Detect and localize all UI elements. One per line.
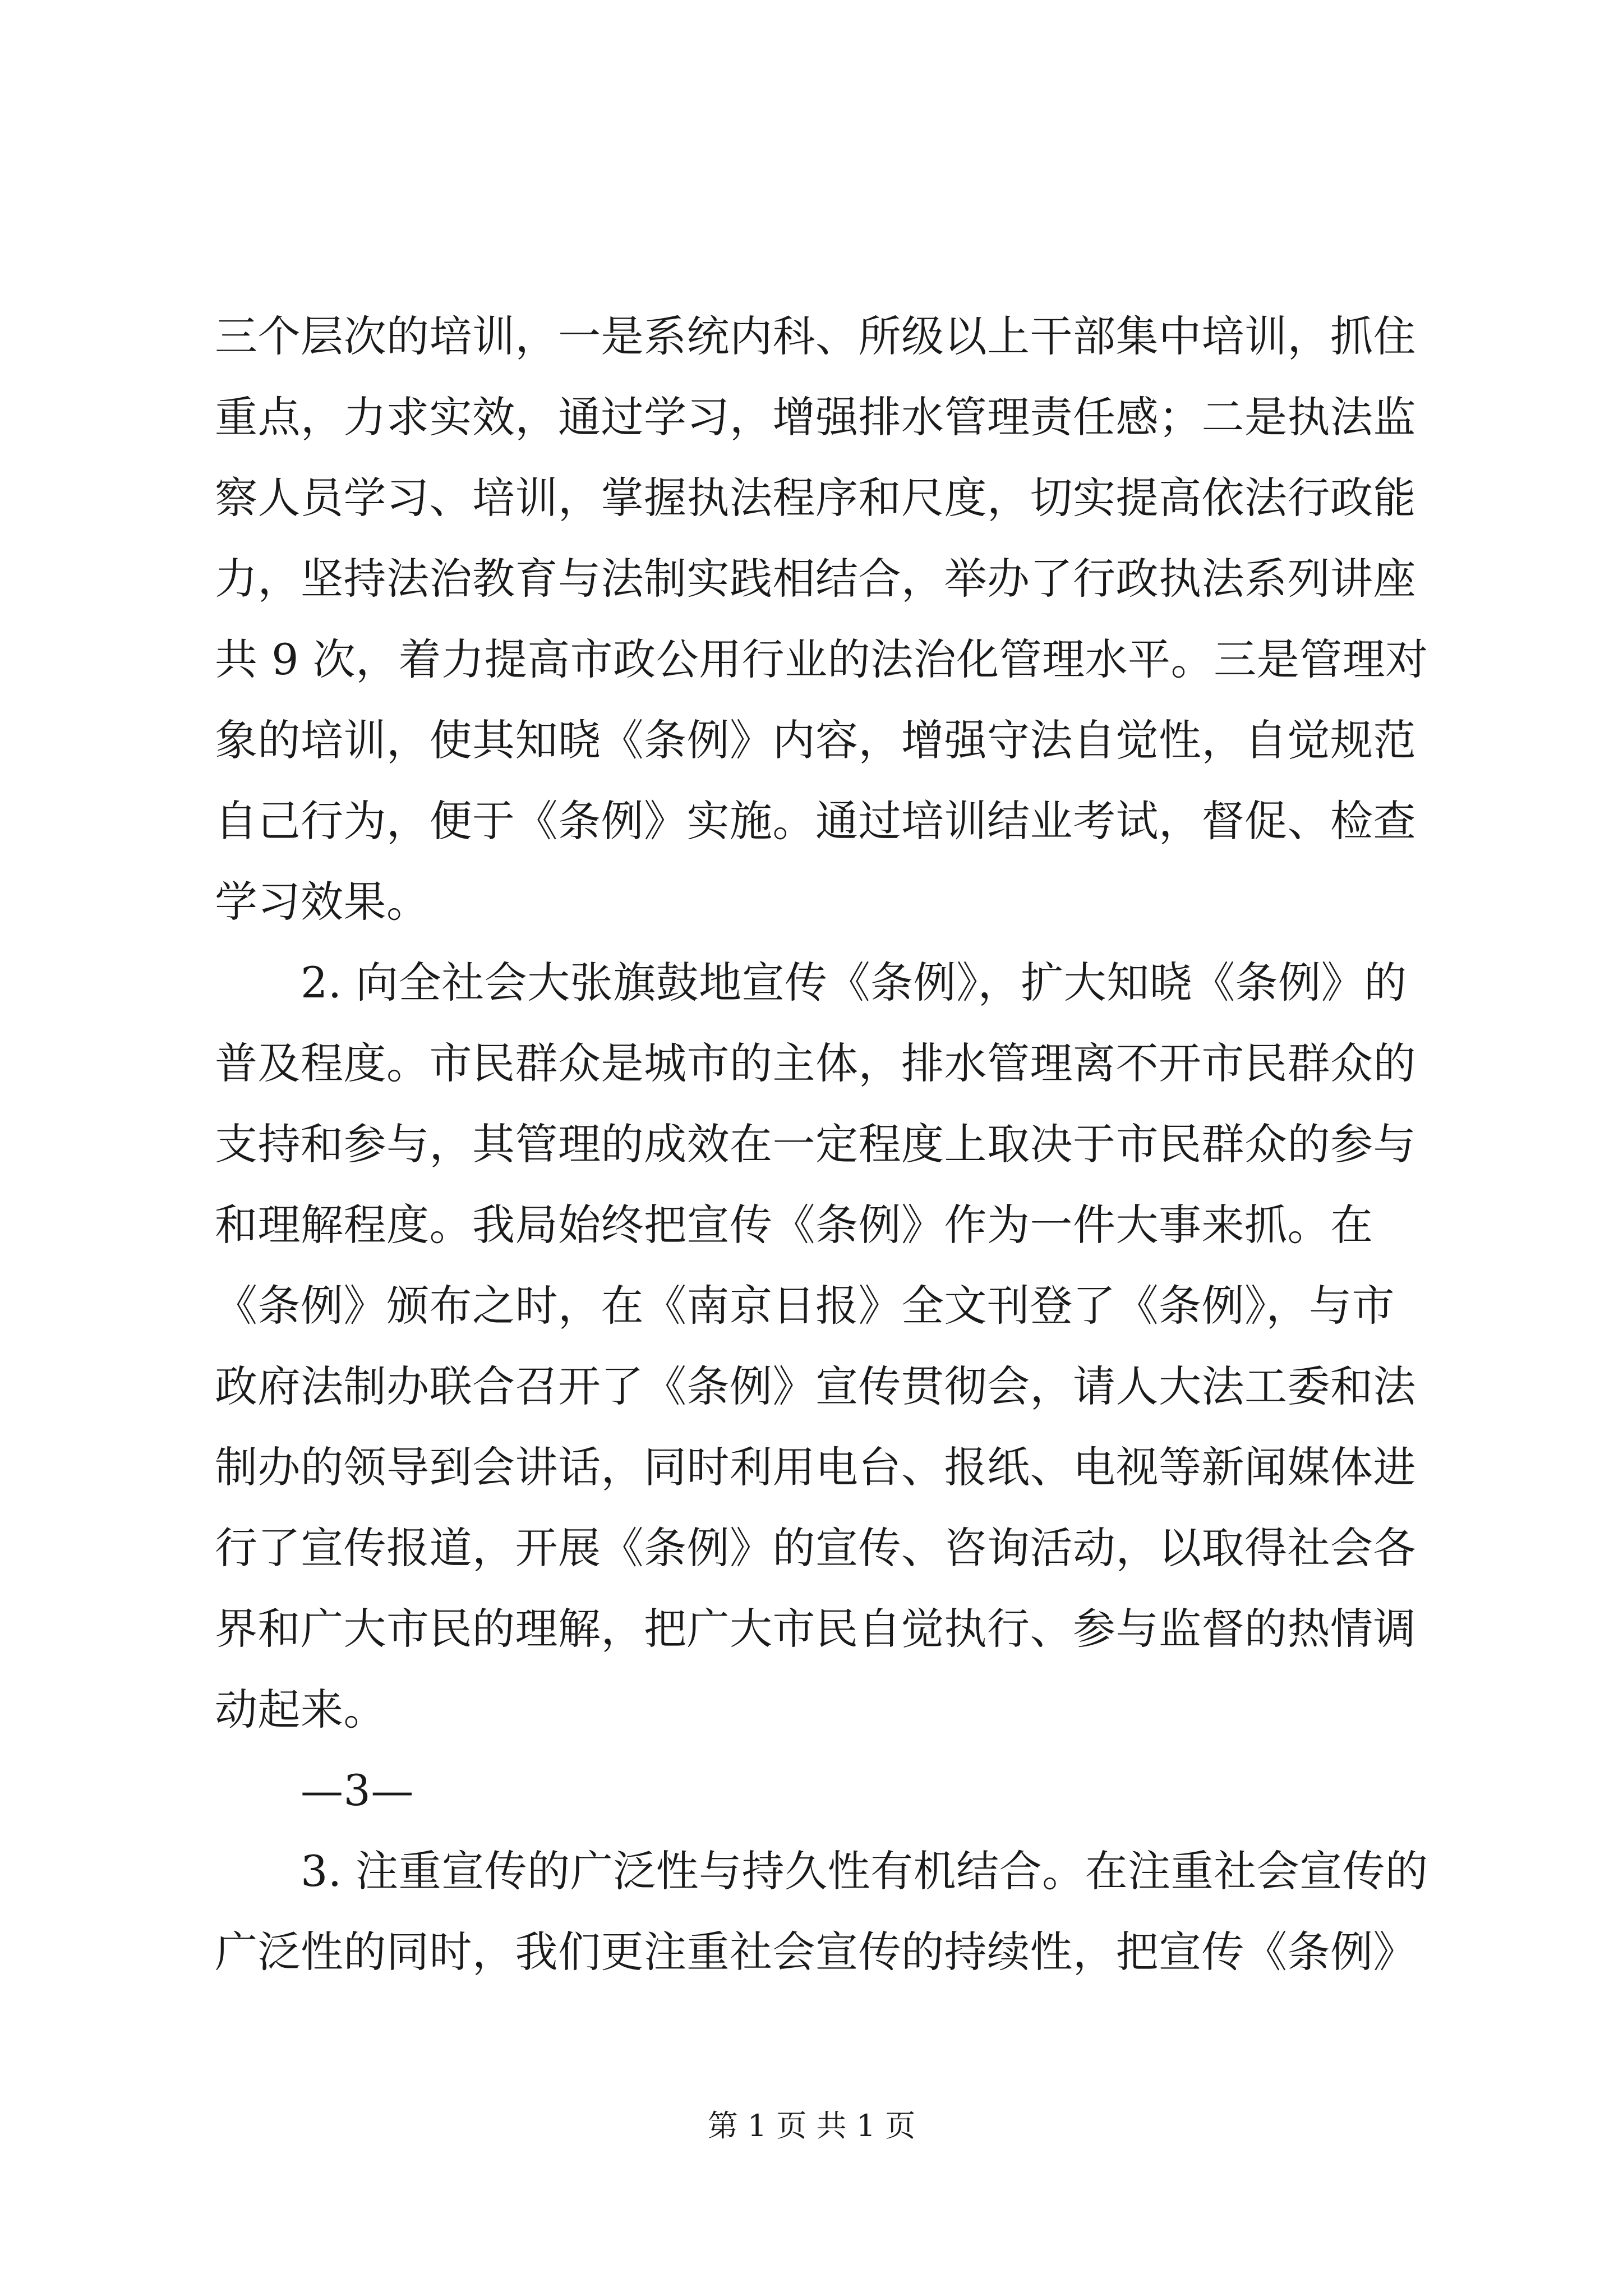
text-line: 共 9 次，着力提高市政公用行业的法治化管理水平。三是管理对 — [215, 634, 1428, 684]
text-line: 三个层次的培训，一是系统内科、所级以上干部集中培训，抓住 — [215, 311, 1416, 361]
text-line: 重点，力求实效，通过学习，增强排水管理责任感；二是执法监 — [215, 392, 1416, 442]
paragraph-start-line: 3. 注重宣传的广泛性与持久性有机结合。在注重社会宣传的 — [301, 1846, 1428, 1896]
page-footer: 第 1 页 共 1 页 — [707, 2108, 916, 2143]
text-line: 制办的领导到会讲话，同时利用电台、报纸、电视等新闻媒体进 — [215, 1442, 1416, 1492]
text-line: 政府法制办联合召开了《条例》宣传贯彻会，请人大法工委和法 — [215, 1361, 1416, 1411]
text-line: 和理解程度。我局始终把宣传《条例》作为一件大事来抓。在 — [215, 1200, 1373, 1250]
text-line: 象的培训，使其知晓《条例》内容，增强守法自觉性，自觉规范 — [215, 715, 1416, 765]
text-line: 广泛性的同时，我们更注重社会宣传的持续性，把宣传《条例》 — [215, 1927, 1416, 1977]
text-line: 察人员学习、培训，掌握执法程序和尺度，切实提高依法行政能 — [215, 473, 1416, 523]
text-line: 学习效果。 — [215, 877, 430, 927]
text-line: 自己行为，便于《条例》实施。通过培训结业考试，督促、检查 — [215, 796, 1416, 846]
text-line: 力，坚持法治教育与法制实践相结合，举办了行政执法系列讲座 — [215, 554, 1416, 604]
paragraph-start-line: 2. 向全社会大张旗鼓地宣传《条例》，扩大知晓《条例》的 — [301, 958, 1407, 1007]
document-body — [215, 296, 1428, 1993]
text-line: 《条例》颁布之时，在《南京日报》全文刊登了《条例》，与市 — [215, 1281, 1395, 1331]
text-line: 动起来。 — [215, 1685, 386, 1734]
text-line: 支持和参与，其管理的成效在一定程度上取决于市民群众的参与 — [215, 1119, 1416, 1169]
inline-page-number: —3— — [301, 1765, 414, 1815]
text-line: 行了宣传报道，开展《条例》的宣传、咨询活动，以取得社会各 — [215, 1523, 1416, 1573]
text-line: 界和广大市民的理解，把广大市民自觉执行、参与监督的热情调 — [215, 1604, 1416, 1654]
text-line: 普及程度。市民群众是城市的主体，排水管理离不开市民群众的 — [215, 1038, 1416, 1088]
